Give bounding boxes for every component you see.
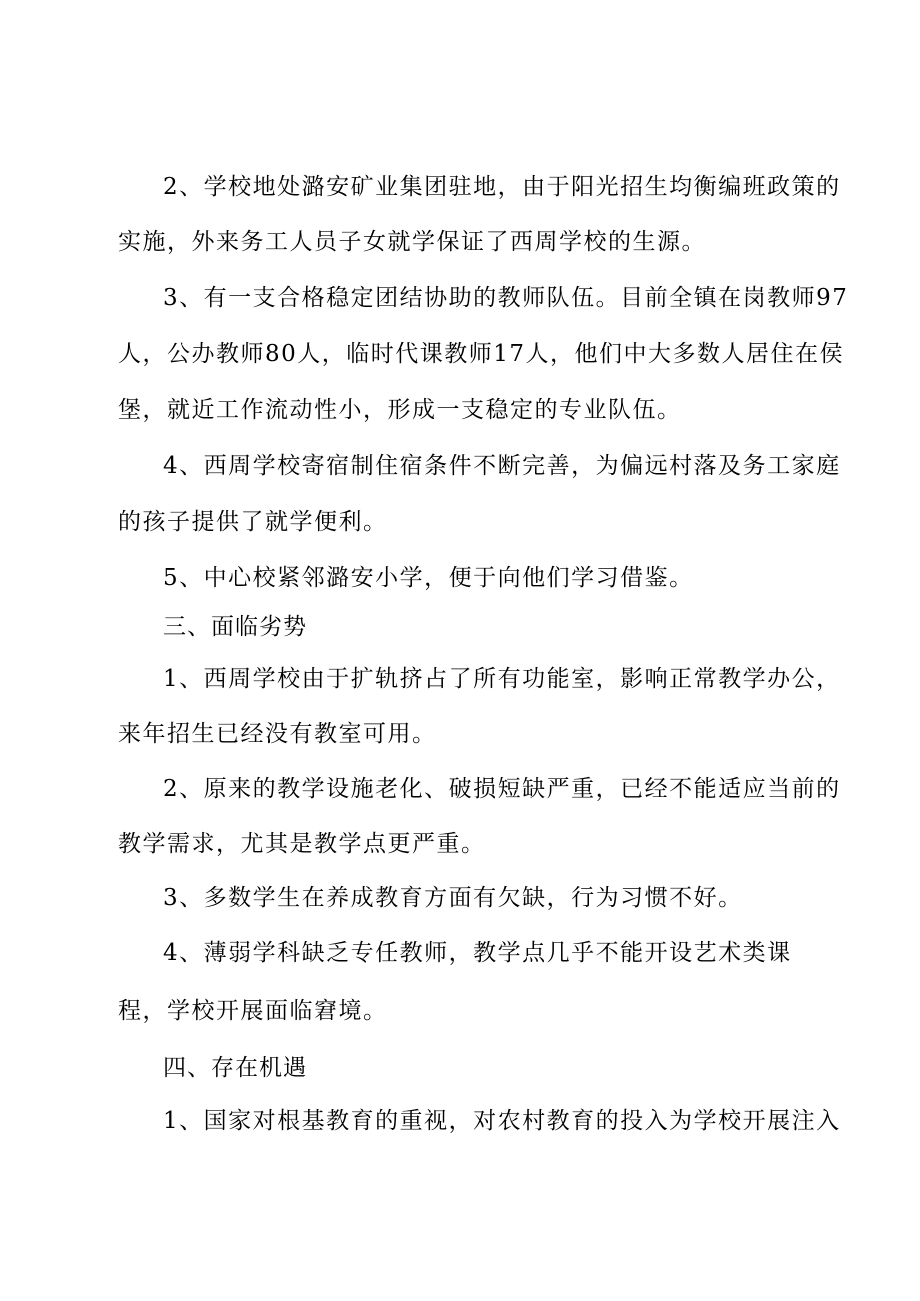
paragraph-3-line-3: 堡，就近工作流动性小，形成一支稳定的专业队伍。: [118, 397, 682, 423]
weakness-2-line-1: 2、原来的教学设施老化、破损短缺严重，已经不能适应当前的: [163, 776, 841, 802]
weakness-3-line-1: 3、多数学生在养成教育方面有欠缺，行为习惯不好。: [163, 885, 743, 911]
paragraph-3-line-1: 3、有一支合格稳定团结协助的教师队伍。目前全镇在岗教师97: [163, 285, 849, 311]
paragraph-4-line-1: 4、西周学校寄宿制住宿条件不断完善，为偏远村落及务工家庭: [163, 453, 841, 479]
section-heading-opportunities: 四、存在机遇: [163, 1055, 307, 1081]
paragraph-5-line-1: 5、中心校紧邻潞安小学，便于向他们学习借鉴。: [163, 565, 694, 591]
paragraph-2-line-1: 2、学校地处潞安矿业集团驻地，由于阳光招生均衡编班政策的: [163, 174, 841, 200]
paragraph-3-line-2: 人，公办教师80人，临时代课教师17人，他们中大多数人居住在侯: [118, 341, 845, 367]
weakness-4-line-2: 程，学校开展面临窘境。: [118, 998, 388, 1024]
paragraph-4-line-2: 的孩子提供了就学便利。: [118, 509, 388, 535]
paragraph-2-line-2: 实施，外来务工人员子女就学保证了西周学校的生源。: [118, 229, 706, 255]
weakness-4-line-1: 4、薄弱学科缺乏专任教师，教学点几乎不能开设艺术类课: [163, 940, 792, 966]
weakness-1-line-2: 来年招生已经没有教室可用。: [118, 721, 437, 747]
section-heading-weaknesses: 三、面临劣势: [163, 614, 307, 640]
weakness-2-line-2: 教学需求，尤其是教学点更严重。: [118, 831, 486, 857]
weakness-1-line-1: 1、西周学校由于扩轨挤占了所有功能室，影响正常教学办公，: [163, 666, 841, 692]
opportunity-1-line-1: 1、国家对根基教育的重视，对农村教育的投入为学校开展注入: [163, 1108, 841, 1134]
